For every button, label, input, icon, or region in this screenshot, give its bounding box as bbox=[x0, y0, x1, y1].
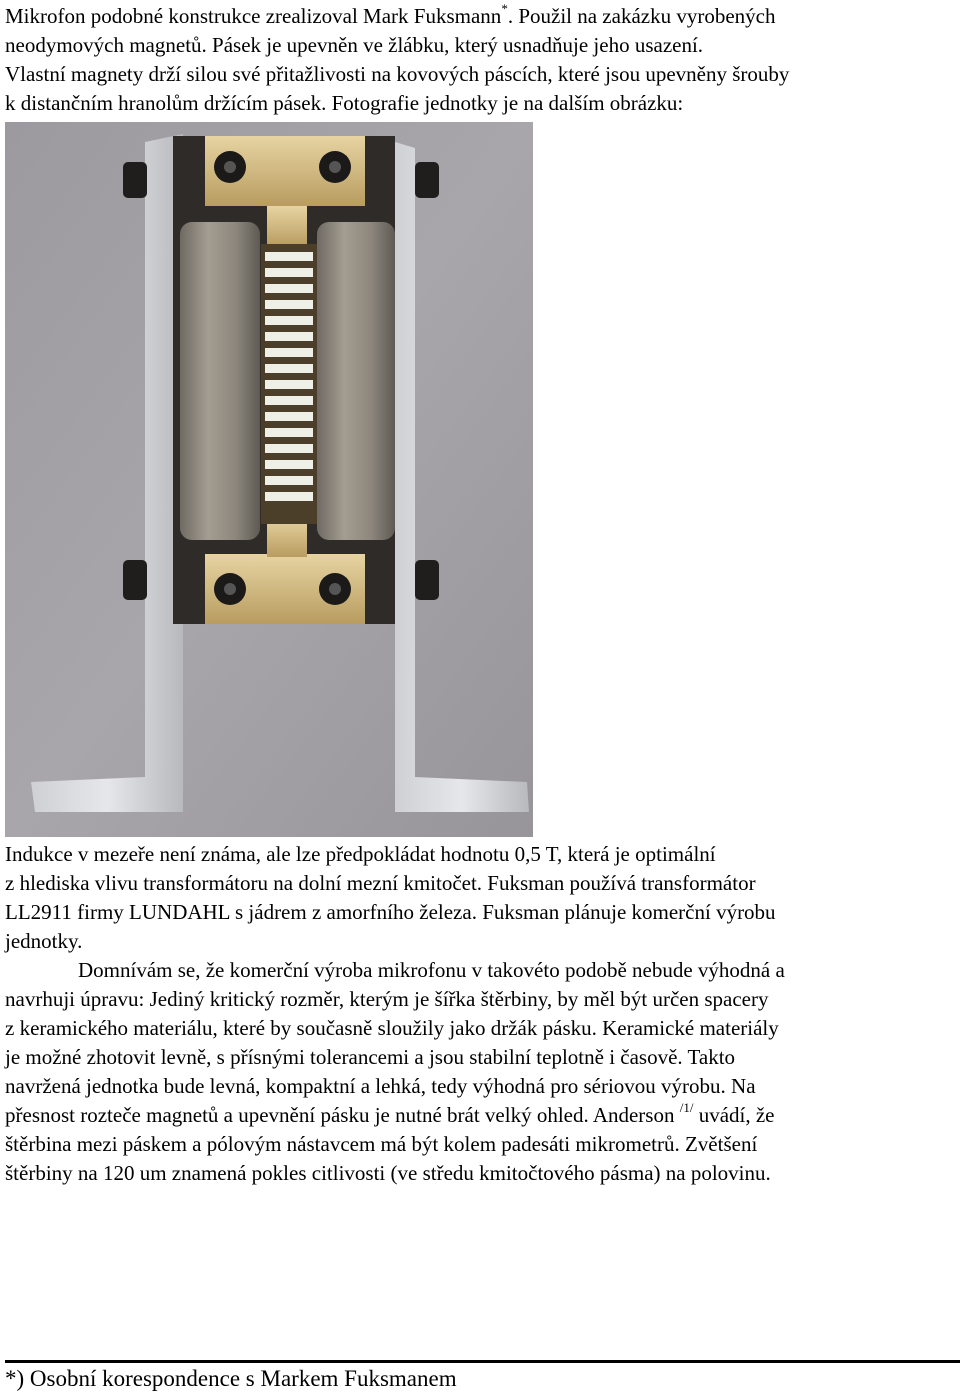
body-paragraph-2 bbox=[5, 956, 950, 1188]
reference-marker: /1/ bbox=[679, 1100, 694, 1115]
text-line: přesnost rozteče magnetů a upevnění pásku je nutné brát velký ohled. Anderson $^{/1/}$ uvádí, že bbox=[5, 1100, 775, 1127]
text-line: LL2911 firmy LUNDAHL s jádrem z amorfního železa. Fuksman plánuje komerční výrobu bbox=[5, 900, 776, 924]
text-line: z keramického materiálu, které by současně sloužily jako držák pásku. Keramické materiály bbox=[5, 1016, 779, 1040]
text-line: k distančním hranolům držícím pásek. Fotografie jednotky je na dalším obrázku: bbox=[5, 91, 684, 115]
footnote-marker: * bbox=[501, 1, 508, 16]
text-line: štěrbiny na 120 um znamená pokles citlivosti (ve středu kmitočtového pásma) na polovinu. bbox=[5, 1161, 771, 1185]
text-line: z hlediska vlivu transformátoru na dolní mezní kmitočet. Fuksman používá transformátor bbox=[5, 871, 756, 895]
text-line: navržená jednotka bude levná, kompaktní a lehká, tedy výhodná pro sériovou výrobu. Na bbox=[5, 1074, 756, 1098]
text-line: Mikrofon podobné konstrukce zrealizoval Mark Fuksmann*. Použil na zakázku vyrobených bbox=[5, 1, 776, 28]
text-line: štěrbina mezi páskem a pólovým nástavcem má být kolem padesáti mikrometrů. Zvětšení bbox=[5, 1132, 758, 1156]
intro-paragraph bbox=[5, 2, 950, 118]
text-line: Indukce v mezeře není známa, ale lze předpokládat hodnotu 0,5 T, která je optimální bbox=[5, 842, 716, 866]
text-line: je možné zhotovit levně, s přísnými tolerancemi a jsou stabilní teplotně i časově. Takto bbox=[5, 1045, 736, 1069]
text-line: jednotky. bbox=[5, 929, 83, 953]
microphone-unit-photo bbox=[5, 122, 533, 837]
text-line: Vlastní magnety drží silou své přitažlivosti na kovových páscích, které jsou upevněny šrouby bbox=[5, 62, 790, 86]
body-paragraph-1 bbox=[5, 840, 950, 956]
footnote-divider bbox=[5, 1360, 960, 1363]
text-line: navrhuji úpravu: Jediný kritický rozměr, kterým je šířka štěrbiny, by měl být určen spacery bbox=[5, 987, 769, 1011]
text-line: Domnívám se, že komerční výroba mikrofonu v takovéto podobě nebude výhodná a bbox=[78, 958, 785, 982]
text-line: neodymových magnetů. Pásek je upevněn ve žlábku, který usnadňuje jeho usazení. bbox=[5, 33, 704, 57]
footnote-text: *) Osobní korespondence s Markem Fuksmanem bbox=[5, 1366, 457, 1391]
